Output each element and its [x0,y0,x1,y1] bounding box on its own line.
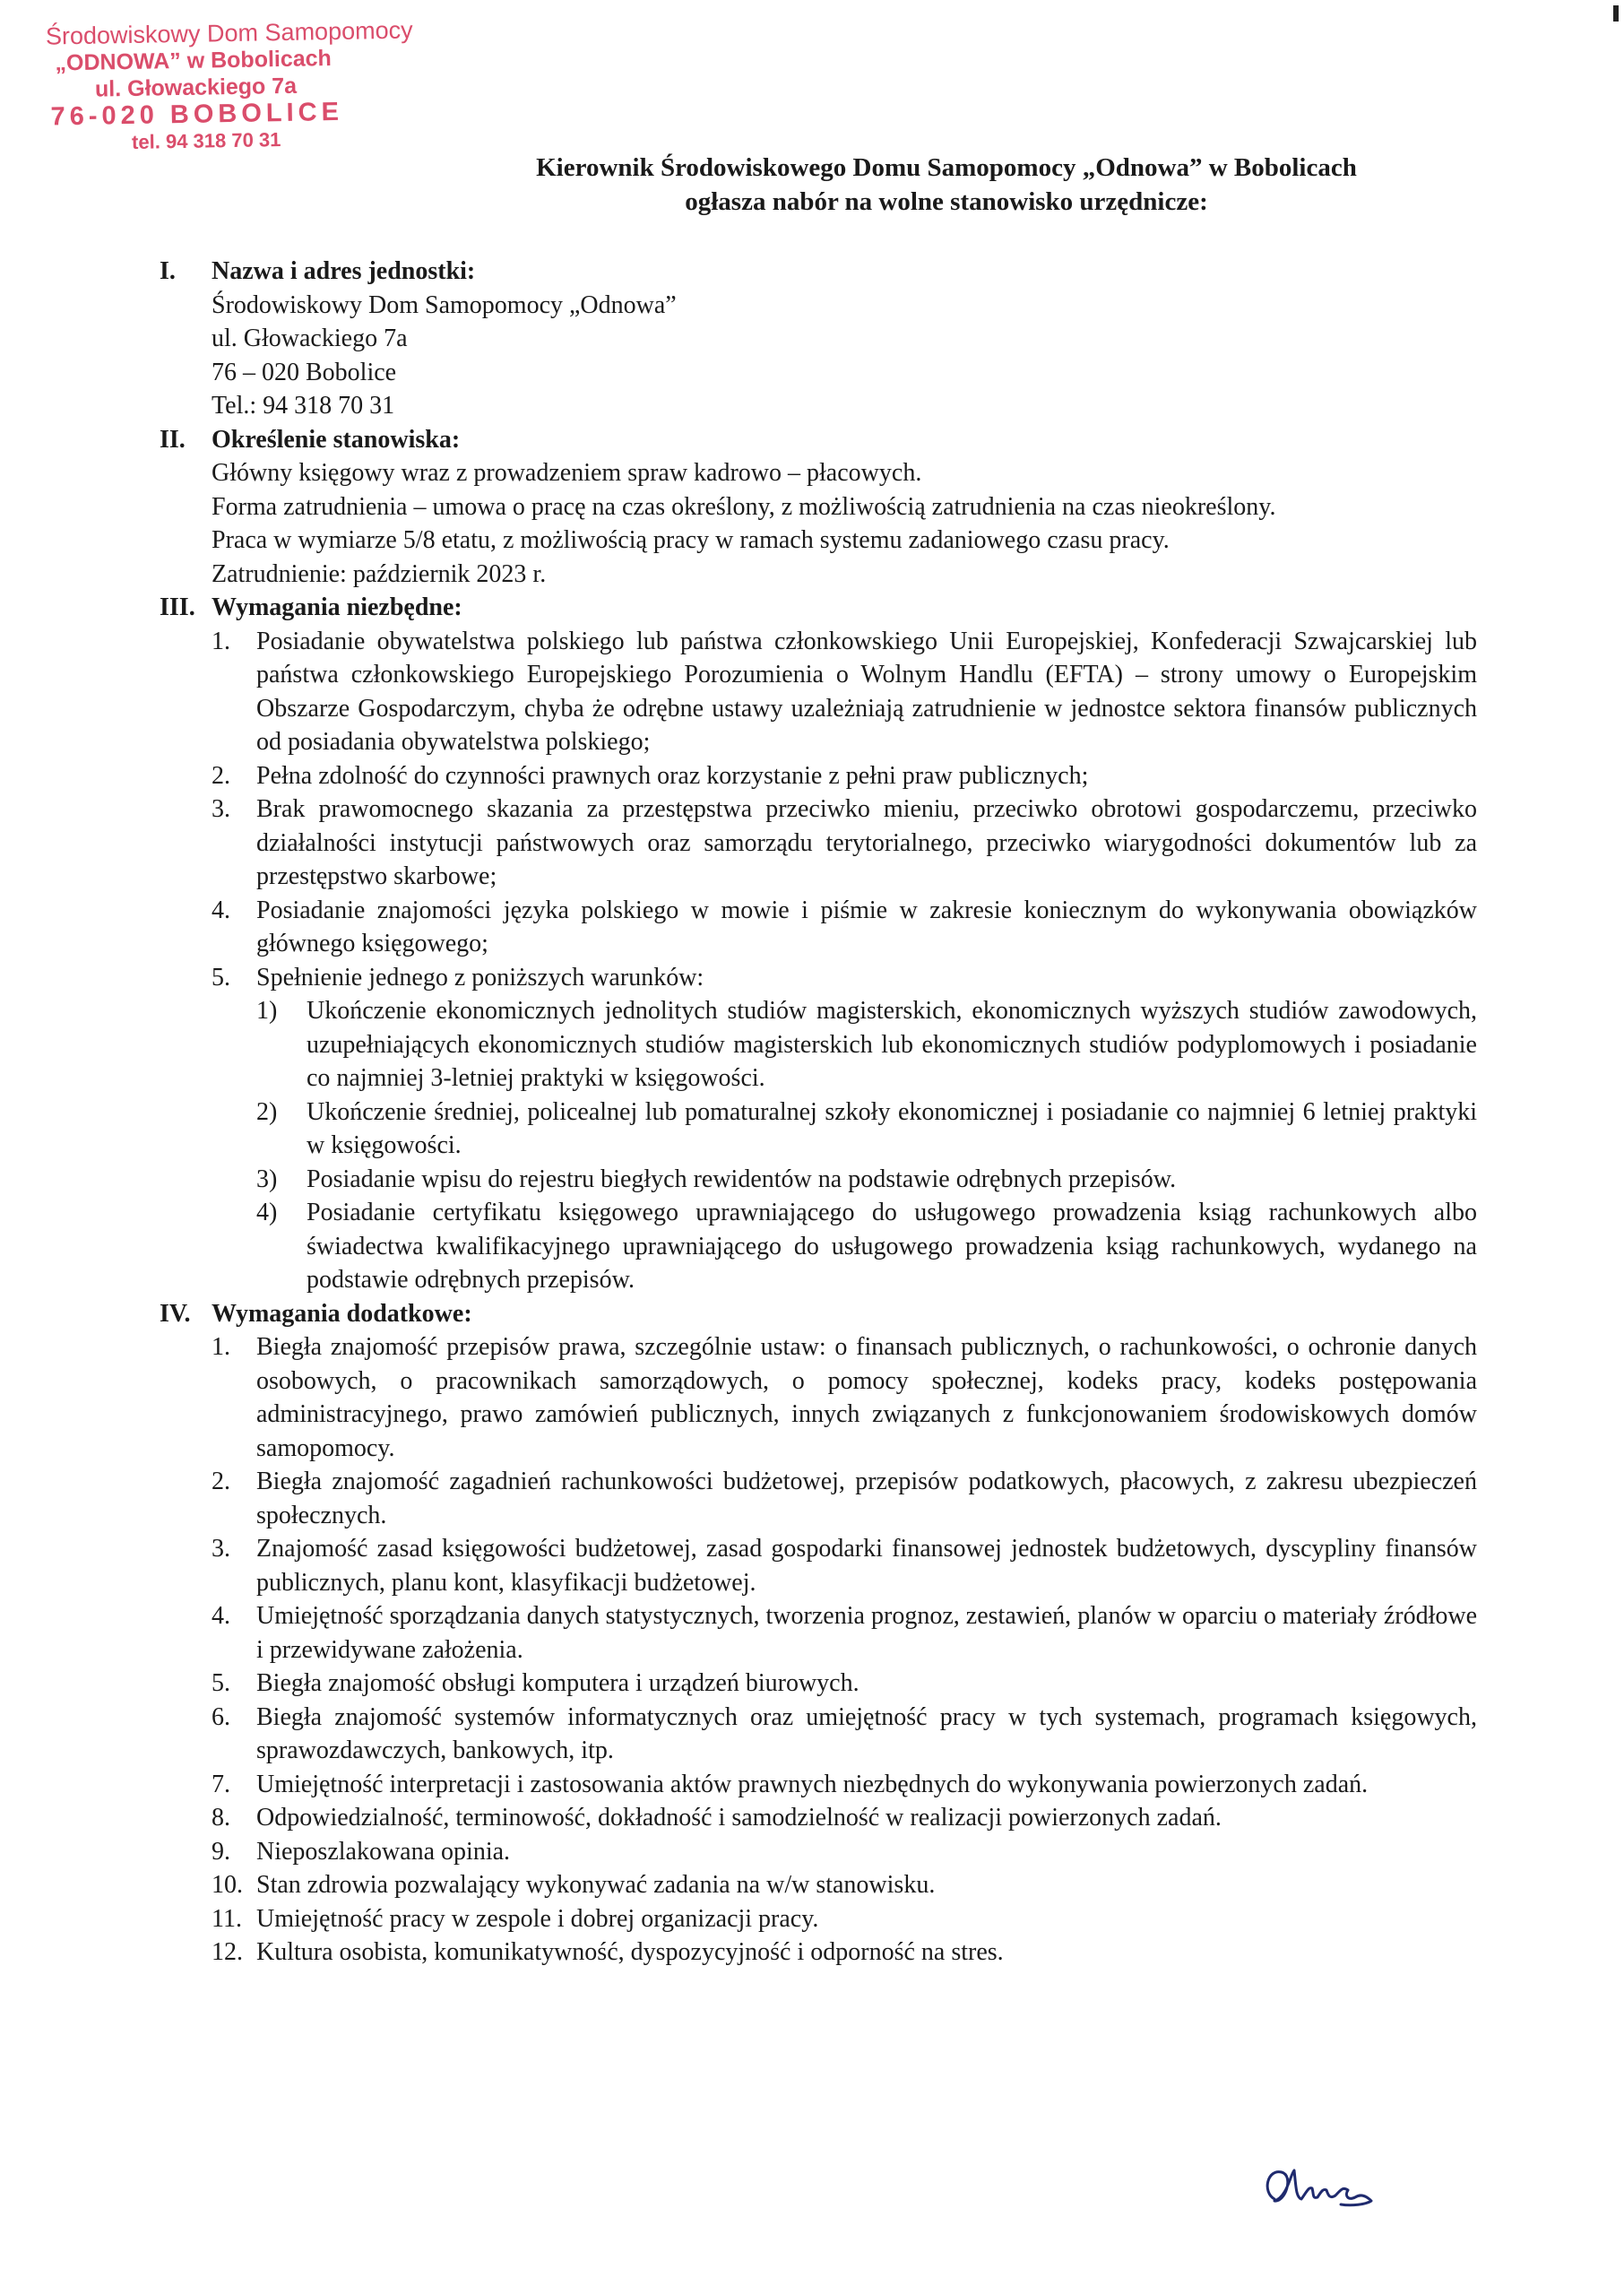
item-number: 7. [212,1770,230,1798]
position-line: Praca w wymiarze 5/8 etatu, z możliwością pracy w ramach systemu zadaniowego czasu pracy. [212,526,1170,554]
sub-item-text: Ukończenie średniej, policealnej lub pomaturalnej szkoły ekonomicznej i posiadanie co najmniej 6 letniej praktyki w księgowości. [307,1097,1477,1159]
item-number: 2. [212,1468,230,1495]
section-title: Wymagania niezbędne: [212,593,462,621]
position-line: Forma zatrudnienia – umowa o pracę na czas określony, z możliwością zatrudnienia na czas nieokreślony. [212,492,1276,521]
institution-stamp [42,16,421,157]
item-number: 2. [212,761,230,790]
section-title: Wymagania dodatkowe: [212,1299,472,1328]
item-number: 8. [212,1804,230,1832]
item-number: 3. [212,795,230,823]
section-title: Nazwa i adres jednostki: [212,257,476,285]
item-text: Umiejętność pracy w zespole i dobrej organizacji pracy. [256,1904,819,1933]
address-line: ul. Głowackiego 7a [212,325,408,352]
list-item [212,1936,1477,1970]
list-item [212,792,1477,894]
list-item [212,961,1477,1297]
heading-line-1: Kierownik Środowiskowego Domu Samopomocy „Odnowa” w Bobolicach [536,153,1357,182]
list-item [212,625,1477,759]
requirements-list [212,625,1477,1297]
heading-line-2: ogłasza nabór na wolne stanowisko urzędnicze: [685,187,1208,216]
list-item [212,1465,1477,1532]
item-text: Umiejętność interpretacji i zastosowania aktów prawnych niezbędnych do wykonywania powierzonych zadań. [256,1770,1369,1798]
list-item [212,894,1477,961]
section-additional [160,1297,1477,1970]
section-title: Określenie stanowiska: [212,425,461,454]
address-line: 76 – 020 Bobolice [212,358,397,386]
position-line: Zatrudnienie: październik 2023 r. [212,559,547,588]
section-required [160,591,1477,1297]
item-number: 4. [212,1602,230,1630]
sub-item [256,1163,1477,1197]
item-text: Biegła znajomość zagadnień rachunkowości budżetowej, przepisów podatkowych, płacowych, z zakresu ubezpieczeń społecznych. [256,1468,1477,1529]
item-text: Kultura osobista, komunikatywność, dyspozycyjność i odporność na stres. [256,1938,1004,1966]
sub-item-number: 4) [256,1199,278,1226]
item-text: Stan zdrowia pozwalający wykonywać zadania na w/w stanowisku. [256,1871,936,1899]
list-item [212,1801,1477,1835]
list-item [212,1532,1477,1599]
list-item [212,1599,1477,1667]
item-text: Umiejętność sporządzania danych statystycznych, tworzenia prognoz, zestawień, planów w oparciu o materiały źródłowe i przewidywane założenia. [256,1602,1477,1664]
document-body [160,255,1477,1970]
document-heading [0,151,1624,219]
sub-item-text: Ukończenie ekonomicznych jednolitych studiów magisterskich, ekonomicznych wyższych studiów zawodowych, uzupełniających ekonomicznych studiów magisterskich lub ekonomicznych studiów podyplomowych i posiadanie co najmniej 3-letniej praktyki w księgowości. [307,997,1477,1092]
list-item [212,1667,1477,1701]
signature-drawing [1255,2156,1398,2219]
item-number: 9. [212,1837,230,1866]
item-number: 1. [212,1333,230,1361]
stamp-name: Środowiskowy Dom Samopomocy [45,16,413,50]
item-text: Posiadanie obywatelstwa polskiego lub państwa członkowskiego Unii Europejskiej, Konfederacji Szwajcarskiej lub państwa członkowskiego Europejskiego Porozumienia o Wolnym Handlu (EFTA) – strony umowy o Europejskim Obszarze Gospodarczym, chyba że odrębne ustawy uzależniają zatrudnienie w jednostce sektora finansów publicznych od posiadania obywatelstwa polskiego; [256,627,1477,756]
stamp-phone: tel. 94 318 70 31 [131,128,281,153]
item-number: 6. [212,1702,230,1731]
item-text: Biegła znajomość przepisów prawa, szczególnie ustaw: o finansach publicznych, o rachunkowości, o ochronie danych osobowych, o pracownikach samorządowych, o pomocy społecznej, kodeks pracy, kodeks postępowania administracyjnego, prawo zamówień publicznych, innych związanych z funkcjonowaniem środowiskowych domów samopomocy. [256,1333,1477,1462]
list-item [212,1701,1477,1768]
stamp-city: 76-020 BOBOLICE [50,97,344,132]
list-item [212,1868,1477,1902]
list-item [212,1835,1477,1869]
section-number: IV. [160,1299,191,1328]
item-number: 5. [212,963,230,992]
item-number: 10. [212,1871,243,1899]
handwritten-signature [1255,2156,1398,2219]
item-number: 1. [212,627,230,655]
item-number: 3. [212,1535,230,1563]
additional-requirements-list [212,1330,1477,1970]
item-text: Posiadanie znajomości języka polskiego w mowie i piśmie w zakresie koniecznym do wykonywania obowiązków głównego księgowego; [256,896,1477,957]
position-line: Główny księgowy wraz z prowadzeniem spraw kadrowo – płacowych. [212,459,922,487]
sub-item-number: 2) [256,1097,278,1126]
item-text: Brak prawomocnego skazania za przestępstwa przeciwko mieniu, przeciwko obrotowi gospodarczemu, przeciwko działalności instytucji państwowych oraz samorządu terytorialnego, przeciwko wiarygodności dokumentów lub za przestępstwo skarbowe; [256,795,1477,890]
stamp-subname: „ODNOWA” w Bobolicach [55,46,333,76]
section-unit-address [160,255,1477,423]
address-line: Środowiskowy Dom Samopomocy „Odnowa” [212,290,677,319]
sub-item-text: Posiadanie wpisu do rejestru biegłych rewidentów na podstawie odrębnych przepisów. [307,1165,1177,1193]
sub-item-text: Posiadanie certyfikatu księgowego uprawniającego do usługowego prowadzenia ksiąg rachunkowych albo świadectwa kwalifikacyjnego uprawniającego do usługowego prowadzenia ksiąg rachunkowych, wydanego na podstawie odrębnych przepisów. [307,1199,1477,1294]
sub-item-number: 1) [256,997,278,1025]
item-number: 5. [212,1669,230,1697]
sub-item-number: 3) [256,1165,278,1193]
sub-item [256,1196,1477,1297]
list-item [212,1330,1477,1465]
list-item [212,1902,1477,1936]
section-number: I. [160,257,176,285]
section-number: II. [160,425,186,454]
item-text: Spełnienie jednego z poniższych warunków: [256,963,704,992]
item-number: 4. [212,896,230,924]
list-item [212,759,1477,793]
item-text: Nieposzlakowana opinia. [256,1837,511,1866]
item-text: Pełna zdolność do czynności prawnych oraz korzystanie z pełni praw publicznych; [256,761,1089,790]
item-text: Biegła znajomość obsługi komputera i urządzeń biurowych. [256,1669,860,1697]
sub-item [256,1096,1477,1163]
item-text: Odpowiedzialność, terminowość, dokładność i samodzielność w realizacji powierzonych zadań. [256,1804,1222,1832]
stamp-street: ul. Głowackiego 7a [94,73,298,102]
address-line: Tel.: 94 318 70 31 [212,392,395,420]
item-text: Biegła znajomość systemów informatycznych oraz umiejętność pracy w tych systemach, programach księgowych, sprawozdawczych, bankowych, itp. [256,1702,1477,1764]
conditions-list [256,994,1477,1297]
item-number: 12. [212,1938,243,1966]
sub-item [256,994,1477,1096]
scan-mark [1613,5,1619,22]
section-position [160,423,1477,592]
item-number: 11. [212,1904,242,1933]
list-item [212,1768,1477,1802]
section-number: III. [160,593,195,621]
item-text: Znajomość zasad księgowości budżetowej, zasad gospodarki finansowej jednostek budżetowych, dyscypliny finansów publicznych, planu kont, klasyfikacji budżetowej. [256,1535,1477,1597]
